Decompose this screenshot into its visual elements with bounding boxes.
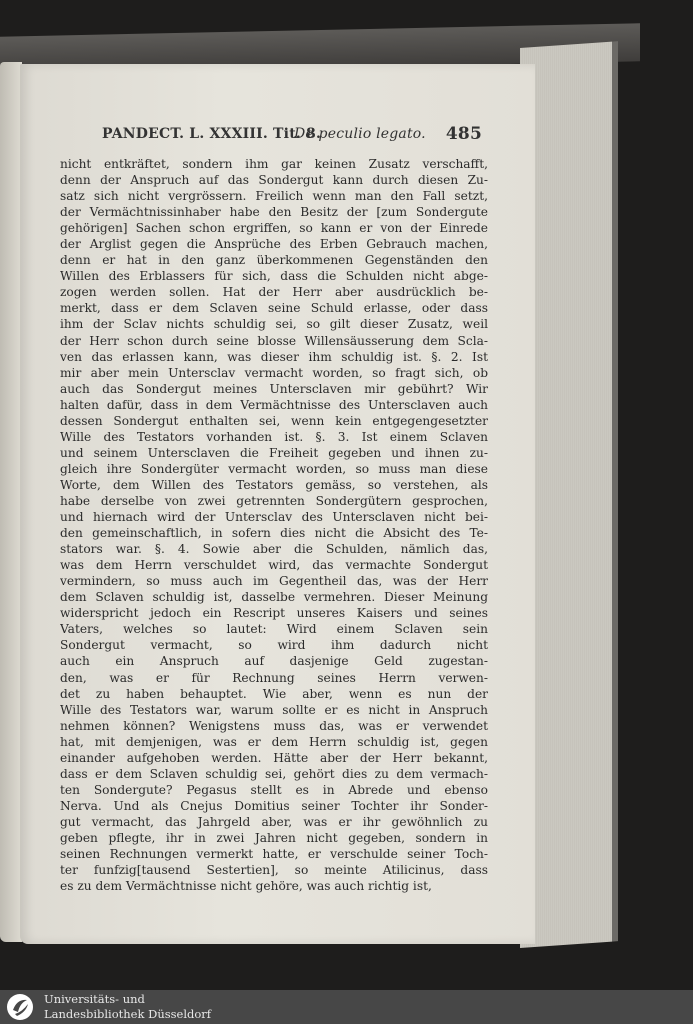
page-number: 485: [445, 124, 482, 144]
text-line: dass er dem Sclaven schuldig sei, gehört dies zu dem vermach-: [60, 766, 488, 781]
text-line: was dem Herrn verschuldet wird, das vermachte Sondergut: [60, 558, 488, 573]
text-line: det zu haben behauptet. Wie aber, wenn es nun der: [60, 686, 488, 701]
text-line: Nerva. Und als Cnejus Domitius seiner Tochter ihr Sonder-: [60, 798, 488, 813]
text-line: mir aber mein Untersclav vermacht worden, so fragt sich, ob: [60, 365, 488, 380]
text-line: nicht entkräftet, sondern ihm gar keinen Zusatz verschafft,: [60, 157, 488, 171]
text-line: denn er hat in den ganz überkommenen Gegenständen den: [60, 253, 488, 268]
text-line: der Arglist gegen die Ansprüche des Erben Gebrauch machen,: [60, 237, 488, 252]
text-line: Wille des Testators vorhanden ist. §. 3. Ist einem Sclaven: [60, 429, 488, 444]
book-page: [20, 64, 535, 944]
text-line: ten Sondergute? Pegasus stellt es in Abrede und ebenso: [60, 782, 488, 797]
text-line: Sondergut vermacht, so wird ihm dadurch nicht: [60, 638, 488, 653]
text-line: stators war. §. 4. Sowie aber die Schulden, nämlich das,: [60, 542, 488, 557]
text-line: vermindern, so muss auch im Gegentheil das, was der Herr: [60, 574, 488, 589]
text-line: gehörigen] Sachen schon ergriffen, so kann er von der Einrede: [60, 221, 488, 236]
text-line: ter funfzig[tausend Sestertien], so meinte Atilicinus, dass: [60, 863, 488, 878]
ulb-duesseldorf-logo-icon: [6, 993, 34, 1021]
left-page-edge: [0, 62, 22, 942]
library-name-line2: Landesbibliothek Düsseldorf: [44, 1007, 212, 1021]
text-line: auch das Sondergut meines Untersclaven mir gebührt? Wir: [60, 381, 488, 396]
text-line: ihm der Sclav nichts schuldig sei, so gilt dieser Zusatz, weil: [60, 317, 488, 332]
text-line: dem Sclaven schuldig ist, dasselbe vermehren. Dieser Meinung: [60, 590, 488, 605]
text-line: geben pflegte, ihr in zwei Jahren nicht gegeben, sondern in: [60, 830, 488, 845]
text-line: ven das erlassen kann, was dieser ihm schuldig ist. §. 2. Ist: [60, 349, 488, 364]
text-line: zogen werden sollen. Hat der Herr aber ausdrücklich be-: [60, 285, 488, 300]
text-line: und hiernach wird der Untersclav des Untersclaven nicht bei-: [60, 510, 488, 525]
text-line: nehmen können? Wenigstens muss das, was er verwendet: [60, 718, 488, 733]
text-line: einander aufgehoben werden. Hätte aber der Herr bekannt,: [60, 750, 488, 765]
text-line: satz sich nicht vergrössern. Freilich wenn man den Fall setzt,: [60, 189, 488, 204]
library-name-line1: Universitäts- und: [44, 992, 145, 1006]
text-line: seinen Rechnungen vermerkt hatte, er verschulde seiner Toch-: [60, 847, 488, 862]
text-line: Worte, dem Willen des Testators gemäss, so verstehen, als: [60, 477, 488, 492]
text-line: Willen des Erblassers für sich, dass die Schulden nicht abge-: [60, 269, 488, 284]
running-header: [102, 126, 482, 146]
text-line: gleich ihre Sondergüter vermacht worden, so muss man diese: [60, 461, 488, 476]
text-line: auch ein Anspruch auf dasjenige Geld zugestan-: [60, 654, 488, 669]
text-line: dessen Sondergut enthalten sei, wenn kein entgegengesetzter: [60, 413, 488, 428]
text-line: und seinem Untersclaven die Freiheit gegeben und ihnen zu-: [60, 445, 488, 460]
text-line: den, was er für Rechnung seines Herrn verwen-: [60, 670, 488, 685]
library-footer: [0, 990, 693, 1024]
body-text: [60, 156, 488, 894]
text-line: hat, mit demjenigen, was er dem Herrn schuldig ist, gegen: [60, 734, 488, 749]
running-head: PANDECT. L. XXXIII. Tit. 8.: [102, 126, 322, 142]
text-line: habe derselbe von zwei getrennten Sondergütern gesprochen,: [60, 493, 488, 508]
text-line: widerspricht jedoch ein Rescript unseres Kaisers und seines: [60, 606, 488, 621]
text-line: halten dafür, dass in dem Vermächtnisse des Untersclaven auch: [60, 397, 488, 412]
text-line: merkt, dass er dem Sclaven seine Schuld erlasse, oder dass: [60, 301, 488, 316]
running-title: De peculio legato.: [294, 126, 426, 142]
text-line: gut vermacht, das Jahrgeld aber, was er ihr gewöhnlich zu: [60, 814, 488, 829]
text-line: es zu dem Vermächtnisse nicht gehöre, was auch richtig ist,: [60, 879, 432, 894]
text-line: Vaters, welches so lautet: Wird einem Sclaven sein: [60, 622, 488, 637]
text-line: der Herr schon durch seine blosse Willensäusserung dem Scla-: [60, 333, 488, 348]
text-line: der Vermächtnissinhaber habe den Besitz der [zum Sondergute: [60, 205, 488, 220]
text-line: Wille des Testators war, warum sollte er es nicht in Anspruch: [60, 702, 488, 717]
text-line: den gemeinschaftlich, in sofern dies nicht die Absicht des Te-: [60, 526, 488, 541]
text-line: denn der Anspruch auf das Sondergut kann durch diesen Zu-: [60, 173, 488, 188]
